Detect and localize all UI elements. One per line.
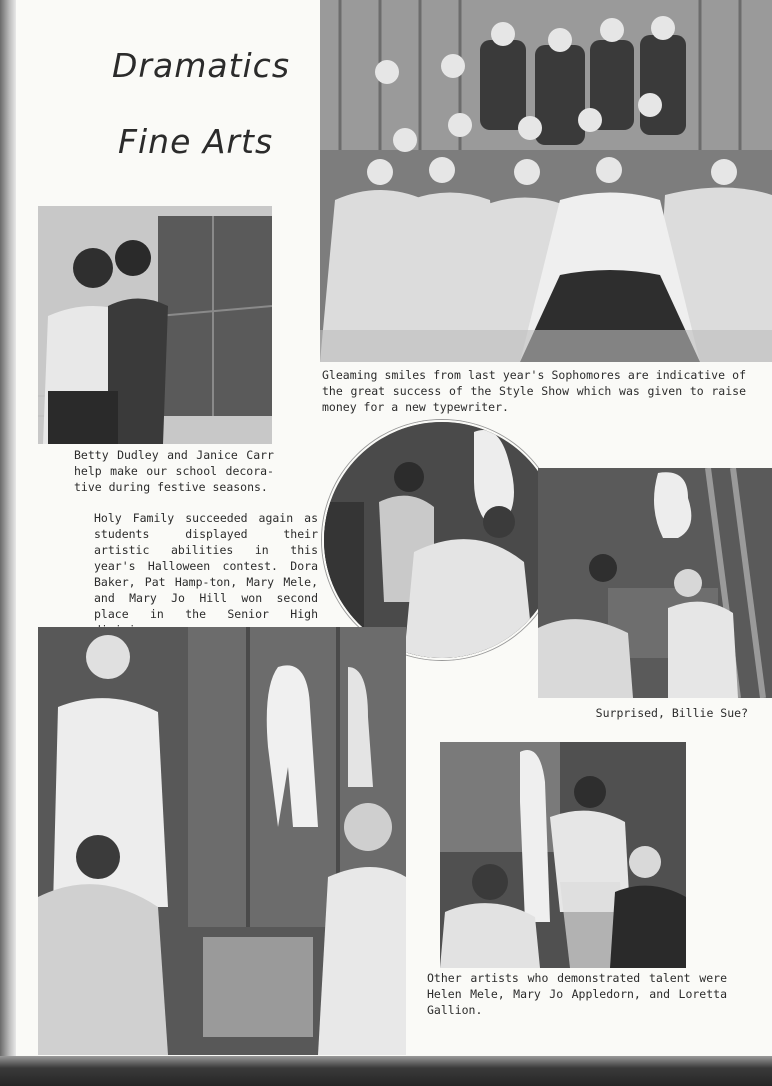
caption-halloween-contest: Holy Family succeeded again as students displayed their artistic abilities in this year's Halloween contest. Dora Baker, Pat Hamp-ton, Mary Mele, and Mary Jo Hill won second place in the Senior High [94, 511, 318, 621]
photo-halloween-painting [322, 420, 562, 660]
page-bottom-edge [0, 1056, 772, 1086]
caption-style-show: Gleaming smiles from last year's Sophomores are indicative of the great success of the Style Show which was given to raise money for a new typewriter. [322, 368, 746, 414]
caption-decorating: Betty Dudley and Janice Carr help make our school decora-tive during festive seasons. [74, 448, 274, 494]
heading-fine-arts: Fine Arts [118, 122, 274, 161]
photo-sophomores-group [320, 0, 772, 362]
photo-door-painting [38, 627, 406, 1055]
caption-surprised: Surprised, Billie Sue? [595, 706, 748, 720]
caption-other-artists: Other artists who demonstrated talent were Helen Mele, Mary Jo Appledorn, and Loretta Gallion. [427, 971, 727, 1017]
book-spine-shadow [0, 0, 16, 1086]
photo-window-decorating [38, 206, 272, 444]
photo-billie-sue [538, 468, 772, 698]
heading-dramatics: Dramatics [112, 46, 291, 85]
yearbook-page [16, 0, 772, 1062]
photo-other-artists [440, 742, 686, 968]
